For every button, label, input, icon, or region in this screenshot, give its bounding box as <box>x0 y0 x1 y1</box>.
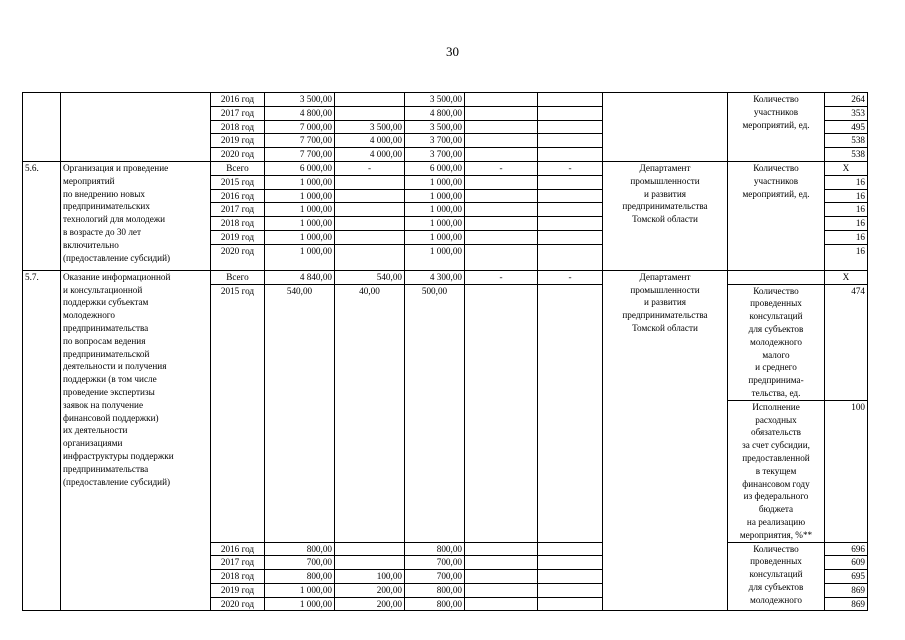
executor-cell: Департамент промышленности и развития предпринимательства Томской области <box>603 270 728 611</box>
municipal-cell <box>465 583 538 597</box>
municipal-cell <box>465 148 538 162</box>
regional-cell: 1 000,00 <box>405 217 465 231</box>
total-cell: 3 500,00 <box>265 93 335 107</box>
indicator-value-cell: 609 <box>825 556 868 570</box>
regional-cell: 3 500,00 <box>405 120 465 134</box>
table-row <box>23 270 868 284</box>
year-cell: 2016 год <box>211 542 265 556</box>
year-cell: Всего <box>211 270 265 284</box>
extrabudget-cell <box>538 556 603 570</box>
municipal-cell <box>465 93 538 107</box>
row-number-cell <box>23 93 61 162</box>
year-cell: 2015 год <box>211 175 265 189</box>
regional-cell: 800,00 <box>405 583 465 597</box>
total-cell: 7 700,00 <box>265 148 335 162</box>
municipal-cell <box>465 230 538 244</box>
extrabudget-cell <box>538 217 603 231</box>
indicator-value-cell: 696 <box>825 542 868 556</box>
municipal-cell <box>465 203 538 217</box>
extrabudget-cell <box>538 583 603 597</box>
indicator-value-cell: 495 <box>825 120 868 134</box>
indicator-value-cell: 16 <box>825 189 868 203</box>
municipal-cell <box>465 106 538 120</box>
federal-cell: 40,00 <box>335 284 405 542</box>
federal-cell <box>335 217 405 231</box>
total-cell: 700,00 <box>265 556 335 570</box>
indicator-value-cell: 538 <box>825 148 868 162</box>
total-cell: 800,00 <box>265 570 335 584</box>
indicator-value-cell: 474 <box>825 284 868 400</box>
total-cell: 4 800,00 <box>265 106 335 120</box>
indicator-value-cell: 16 <box>825 175 868 189</box>
municipal-cell <box>465 189 538 203</box>
municipal-cell <box>465 217 538 231</box>
indicator-value-cell: 16 <box>825 230 868 244</box>
federal-cell: 200,00 <box>335 583 405 597</box>
federal-cell: 100,00 <box>335 570 405 584</box>
year-cell: 2017 год <box>211 106 265 120</box>
total-cell: 1 000,00 <box>265 175 335 189</box>
extrabudget-cell <box>538 203 603 217</box>
indicator-cell: Количество участников мероприятий, ед. <box>728 161 825 270</box>
indicator-value-cell: 538 <box>825 134 868 148</box>
total-cell: 4 840,00 <box>265 270 335 284</box>
total-cell: 800,00 <box>265 542 335 556</box>
indicator-value-cell: 100 <box>825 400 868 542</box>
federal-cell <box>335 93 405 107</box>
total-cell: 540,00 <box>265 284 335 542</box>
page-number: 30 <box>446 44 459 59</box>
year-cell: 2016 год <box>211 93 265 107</box>
total-cell: 1 000,00 <box>265 203 335 217</box>
federal-cell <box>335 244 405 270</box>
indicator-cell: Количество участников мероприятий, ед. <box>728 93 825 162</box>
year-cell: 2020 год <box>211 148 265 162</box>
indicator-value-cell: 695 <box>825 570 868 584</box>
federal-cell <box>335 230 405 244</box>
federal-cell <box>335 556 405 570</box>
municipal-cell <box>465 556 538 570</box>
indicator-value-cell: 16 <box>825 217 868 231</box>
extrabudget-cell: - <box>538 161 603 175</box>
activity-name-cell <box>61 93 211 162</box>
indicator-value-cell: X <box>825 161 868 175</box>
total-cell: 1 000,00 <box>265 244 335 270</box>
row-number-cell: 5.6. <box>23 161 61 270</box>
year-cell: 2016 год <box>211 189 265 203</box>
activity-name-cell: Организация и проведение мероприятий по внедрению новых предпринимательских технологий для молодежи в возрасте до 30 лет включительно (предоставление субсидий) <box>61 161 211 270</box>
regional-cell: 1 000,00 <box>405 230 465 244</box>
federal-cell: 200,00 <box>335 597 405 611</box>
indicator-value-cell: 869 <box>825 583 868 597</box>
municipal-cell <box>465 134 538 148</box>
regional-cell: 1 000,00 <box>405 244 465 270</box>
federal-cell <box>335 106 405 120</box>
extrabudget-cell <box>538 570 603 584</box>
regional-cell: 4 800,00 <box>405 106 465 120</box>
extrabudget-cell <box>538 230 603 244</box>
regional-cell: 700,00 <box>405 556 465 570</box>
federal-cell <box>335 175 405 189</box>
year-cell: 2018 год <box>211 570 265 584</box>
indicator-cell: Количество проведенных консультаций для субъектов молодежного <box>728 542 825 611</box>
regional-cell: 800,00 <box>405 542 465 556</box>
indicator-cell: Исполнение расходных обязательств за счет субсидии, предоставленной в текущем финансовом году из федерального бюджета на реализацию мероприятия, %** <box>728 400 825 542</box>
year-cell: 2018 год <box>211 120 265 134</box>
regional-cell: 1 000,00 <box>405 203 465 217</box>
indicator-value-cell: 16 <box>825 203 868 217</box>
municipal-cell <box>465 244 538 270</box>
indicator-value-cell: 353 <box>825 106 868 120</box>
extrabudget-cell <box>538 244 603 270</box>
extrabudget-cell <box>538 120 603 134</box>
year-cell: 2015 год <box>211 284 265 542</box>
extrabudget-cell <box>538 148 603 162</box>
indicator-cell <box>728 270 825 284</box>
extrabudget-cell <box>538 175 603 189</box>
federal-cell: - <box>335 161 405 175</box>
municipal-cell <box>465 120 538 134</box>
extrabudget-cell <box>538 542 603 556</box>
extrabudget-cell <box>538 93 603 107</box>
regional-cell: 1 000,00 <box>405 189 465 203</box>
year-cell: 2019 год <box>211 230 265 244</box>
municipal-cell: - <box>465 161 538 175</box>
municipal-cell <box>465 597 538 611</box>
row-number-cell: 5.7. <box>23 270 61 611</box>
federal-cell <box>335 203 405 217</box>
regional-cell: 500,00 <box>405 284 465 542</box>
total-cell: 1 000,00 <box>265 583 335 597</box>
total-cell: 1 000,00 <box>265 189 335 203</box>
extrabudget-cell <box>538 106 603 120</box>
executor-cell: Департамент промышленности и развития предпринимательства Томской области <box>603 161 728 270</box>
regional-cell: 3 700,00 <box>405 148 465 162</box>
municipal-cell <box>465 570 538 584</box>
year-cell: Всего <box>211 161 265 175</box>
regional-cell: 6 000,00 <box>405 161 465 175</box>
total-cell: 1 000,00 <box>265 597 335 611</box>
federal-cell: 540,00 <box>335 270 405 284</box>
extrabudget-cell <box>538 189 603 203</box>
regional-cell: 4 300,00 <box>405 270 465 284</box>
regional-cell: 800,00 <box>405 597 465 611</box>
year-cell: 2019 год <box>211 583 265 597</box>
regional-cell: 1 000,00 <box>405 175 465 189</box>
indicator-value-cell: X <box>825 270 868 284</box>
total-cell: 1 000,00 <box>265 230 335 244</box>
indicator-value-cell: 869 <box>825 597 868 611</box>
municipal-cell <box>465 284 538 542</box>
extrabudget-cell <box>538 134 603 148</box>
federal-cell <box>335 189 405 203</box>
federal-cell: 4 000,00 <box>335 148 405 162</box>
indicator-value-cell: 264 <box>825 93 868 107</box>
executor-cell <box>603 93 728 162</box>
table-row <box>23 93 868 107</box>
total-cell: 7 700,00 <box>265 134 335 148</box>
year-cell: 2017 год <box>211 203 265 217</box>
municipal-cell: - <box>465 270 538 284</box>
regional-cell: 700,00 <box>405 570 465 584</box>
year-cell: 2017 год <box>211 556 265 570</box>
regional-cell: 3 500,00 <box>405 93 465 107</box>
federal-cell: 3 500,00 <box>335 120 405 134</box>
federal-cell: 4 000,00 <box>335 134 405 148</box>
federal-cell <box>335 542 405 556</box>
regional-cell: 3 700,00 <box>405 134 465 148</box>
extrabudget-cell: - <box>538 270 603 284</box>
indicator-cell: Количество проведенных консультаций для субъектов молодежного малого и среднего предпринима- тельства, ед. <box>728 284 825 400</box>
extrabudget-cell <box>538 597 603 611</box>
extrabudget-cell <box>538 284 603 542</box>
total-cell: 7 000,00 <box>265 120 335 134</box>
municipal-cell <box>465 175 538 189</box>
indicator-value-cell: 16 <box>825 244 868 270</box>
year-cell: 2020 год <box>211 597 265 611</box>
table-row <box>23 161 868 175</box>
total-cell: 6 000,00 <box>265 161 335 175</box>
year-cell: 2019 год <box>211 134 265 148</box>
activity-name-cell: Оказание информационной и консультационной поддержки субъектам молодежного предпринимательства по вопросам ведения предпринимательской деятельности и получения поддержки (в том числе проведение экспертизы заявок на получение финансовой поддержки) их деятельности организациями инфраструктуры поддержки предпринимательства (предоставление субсидий) <box>61 270 211 611</box>
year-cell: 2018 год <box>211 217 265 231</box>
total-cell: 1 000,00 <box>265 217 335 231</box>
municipal-cell <box>465 542 538 556</box>
program-table <box>22 92 868 611</box>
year-cell: 2020 год <box>211 244 265 270</box>
